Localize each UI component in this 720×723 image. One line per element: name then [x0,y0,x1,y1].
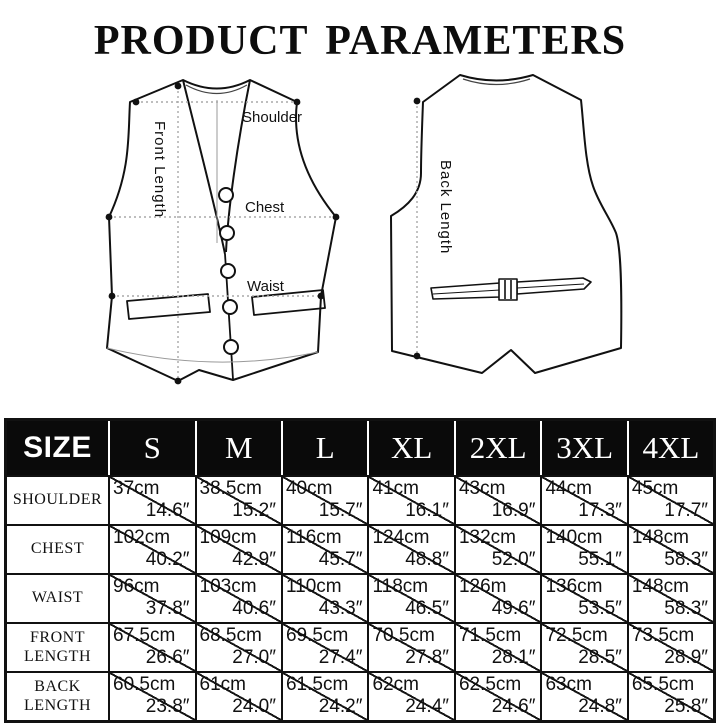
table-row-front-length [6,623,715,672]
measure-dot [133,99,140,106]
cell-chest-2xl [455,525,541,574]
cell-waist-4xl [628,574,715,623]
cell-shoulder-4xl [628,476,715,525]
table-row-shoulder [6,476,715,525]
cell-back-length-xl [368,672,454,722]
button [220,226,234,240]
cell-waist-xl [368,574,454,623]
back-length-label: Back Length [437,160,454,255]
cm-value: 136cm [545,576,603,597]
cm-value: 62cm [372,674,419,695]
cell-chest-4xl [628,525,715,574]
cell-front-length-s [109,623,195,672]
inch-value: 23.8″ [145,696,190,717]
cm-value: 37cm [113,478,160,499]
cell-back-length-4xl [628,672,715,722]
row-label-front-length [6,623,110,672]
belt-buckle [499,279,517,300]
button [219,188,233,202]
header-size: SIZE [6,420,110,477]
cm-value: 68.5cm [199,625,262,646]
measure-dot [294,99,301,106]
inch-value: 25.8″ [664,696,708,717]
header-l: L [282,420,368,477]
cell-waist-l [282,574,368,623]
row-label-back-length [6,672,110,722]
cell-shoulder-xl [368,476,454,525]
inch-value: 49.6″ [491,598,536,619]
row-label-chest [6,525,110,574]
row-label-text: FRONT [30,628,85,646]
cm-value: 67.5cm [113,625,176,646]
back-vest-diagram [388,68,638,388]
measure-dot [414,353,421,360]
inch-value: 40.2″ [145,549,190,570]
inch-value: 24.6″ [491,696,536,717]
page-title: PRODUCT PARAMETERS [93,18,627,64]
table-row-waist [6,574,715,623]
header-4xl: 4XL [628,420,715,477]
cell-shoulder-3xl [541,476,627,525]
inch-value: 27.4″ [318,647,363,668]
row-label-text: BACK [34,677,81,695]
chest-label: Chest [245,199,285,216]
button [221,264,235,278]
cell-waist-3xl [541,574,627,623]
waist-label: Waist [247,278,284,295]
cm-value: 73.5cm [631,625,695,646]
cell-back-length-m [196,672,282,722]
row-label-shoulder [6,476,110,525]
inch-value: 43.3″ [318,598,363,619]
button [223,300,237,314]
cell-chest-3xl [541,525,627,574]
header-3xl: 3XL [541,420,627,477]
inch-value: 26.6″ [145,647,190,668]
row-label-text2: LENGTH [24,647,91,665]
row-label-text: SHOULDER [12,491,103,509]
inch-value: 24.8″ [578,696,622,717]
inch-value: 28.5″ [578,647,622,668]
inch-value: 15.2″ [232,500,276,521]
cm-value: 40cm [285,478,333,499]
left-pocket [127,294,210,319]
header-m: M [196,420,282,477]
measure-dot [333,214,340,221]
cm-value: 96cm [113,576,160,597]
table-row-chest [6,525,715,574]
cm-value: 126m [458,576,507,597]
cell-front-length-4xl [628,623,715,672]
hem-lining-curve [107,348,318,362]
cm-value: 110cm [285,576,342,597]
inch-value: 24.0″ [232,696,276,717]
header-xl: XL [368,420,454,477]
inch-value: 24.4″ [405,696,449,717]
cell-back-length-3xl [541,672,627,722]
cm-value: 109cm [199,527,257,548]
inch-value: 52.0″ [491,549,536,570]
cm-value: 140cm [545,527,603,548]
inch-value: 40.6″ [232,598,276,619]
cell-shoulder-2xl [455,476,541,525]
cell-front-length-xl [368,623,454,672]
v-neck-left-edge [183,80,225,254]
cell-shoulder-m [196,476,282,525]
front-length-label: Front Length [151,121,168,219]
inch-value: 53.5″ [578,598,622,619]
cell-waist-2xl [455,574,541,623]
cell-front-length-l [282,623,368,672]
inch-value: 45.7″ [318,549,363,570]
inch-value: 58.3″ [664,549,708,570]
cell-chest-l [282,525,368,574]
cell-front-length-3xl [541,623,627,672]
cell-waist-m [196,574,282,623]
measure-dot [318,293,325,300]
cell-front-length-2xl [455,623,541,672]
cell-shoulder-s [109,476,195,525]
cm-value: 72.5cm [545,625,608,646]
cm-value: 63cm [545,674,592,695]
cell-back-length-s [109,672,195,722]
cm-value: 118cm [372,576,429,597]
shoulder-label: Shoulder [242,109,303,126]
cell-back-length-l [282,672,368,722]
inch-value: 37.8″ [145,598,190,619]
cm-value: 71.5cm [458,625,522,646]
row-label-text: WAIST [31,589,84,607]
table-header-row [6,420,715,477]
cm-value: 103cm [199,576,257,597]
inch-value: 14.6″ [145,500,190,521]
cm-value: 62.5cm [458,674,522,695]
inch-value: 16.9″ [491,500,536,521]
inch-value: 48.8″ [405,549,449,570]
cell-chest-s [109,525,195,574]
inch-value: 27.0″ [232,647,276,668]
cm-value: 102cm [113,527,171,548]
cell-front-length-m [196,623,282,672]
back-belt [431,278,591,300]
size-table [4,418,716,723]
inch-value: 17.3″ [578,500,622,521]
cell-shoulder-l [282,476,368,525]
inch-value: 42.9″ [232,549,276,570]
cm-value: 43cm [458,478,506,499]
measure-dot [109,293,116,300]
cell-chest-m [196,525,282,574]
cm-value: 148cm [631,576,689,597]
cm-value: 65.5cm [631,674,695,695]
cm-value: 132cm [458,527,516,548]
cm-value: 124cm [372,527,430,548]
inch-value: 24.2″ [318,696,363,717]
cm-value: 41cm [372,478,419,499]
cm-value: 61cm [199,674,246,695]
cell-chest-xl [368,525,454,574]
header-s: S [109,420,195,477]
back-vest-outline [391,75,621,373]
button [224,340,238,354]
inch-value: 28.1″ [491,647,536,668]
inch-value: 46.5″ [405,598,449,619]
inch-value: 27.8″ [405,647,449,668]
measure-dot [414,98,421,105]
cm-value: 69.5cm [285,625,349,646]
inch-value: 16.1″ [405,500,449,521]
inch-value: 55.1″ [578,549,622,570]
cm-value: 45cm [631,478,679,499]
cm-value: 60.5cm [113,674,176,695]
cell-back-length-2xl [455,672,541,722]
inch-value: 17.7″ [664,500,708,521]
cm-value: 116cm [285,527,342,548]
cell-waist-s [109,574,195,623]
cm-value: 44cm [545,478,592,499]
table-row-back-length [6,672,715,722]
cm-value: 61.5cm [285,674,349,695]
row-label-text2: LENGTH [24,696,91,714]
header-2xl: 2XL [455,420,541,477]
row-label-waist [6,574,110,623]
front-vest-diagram [95,75,345,390]
measure-dot [175,378,182,385]
cm-value: 148cm [631,527,689,548]
measure-dot [106,214,113,221]
inch-value: 15.7″ [318,500,363,521]
cm-value: 38.5cm [199,478,262,499]
measure-dot [175,83,182,90]
row-label-text: CHEST [30,540,85,558]
cm-value: 70.5cm [372,625,435,646]
inch-value: 28.9″ [664,647,708,668]
inch-value: 58.3″ [664,598,708,619]
